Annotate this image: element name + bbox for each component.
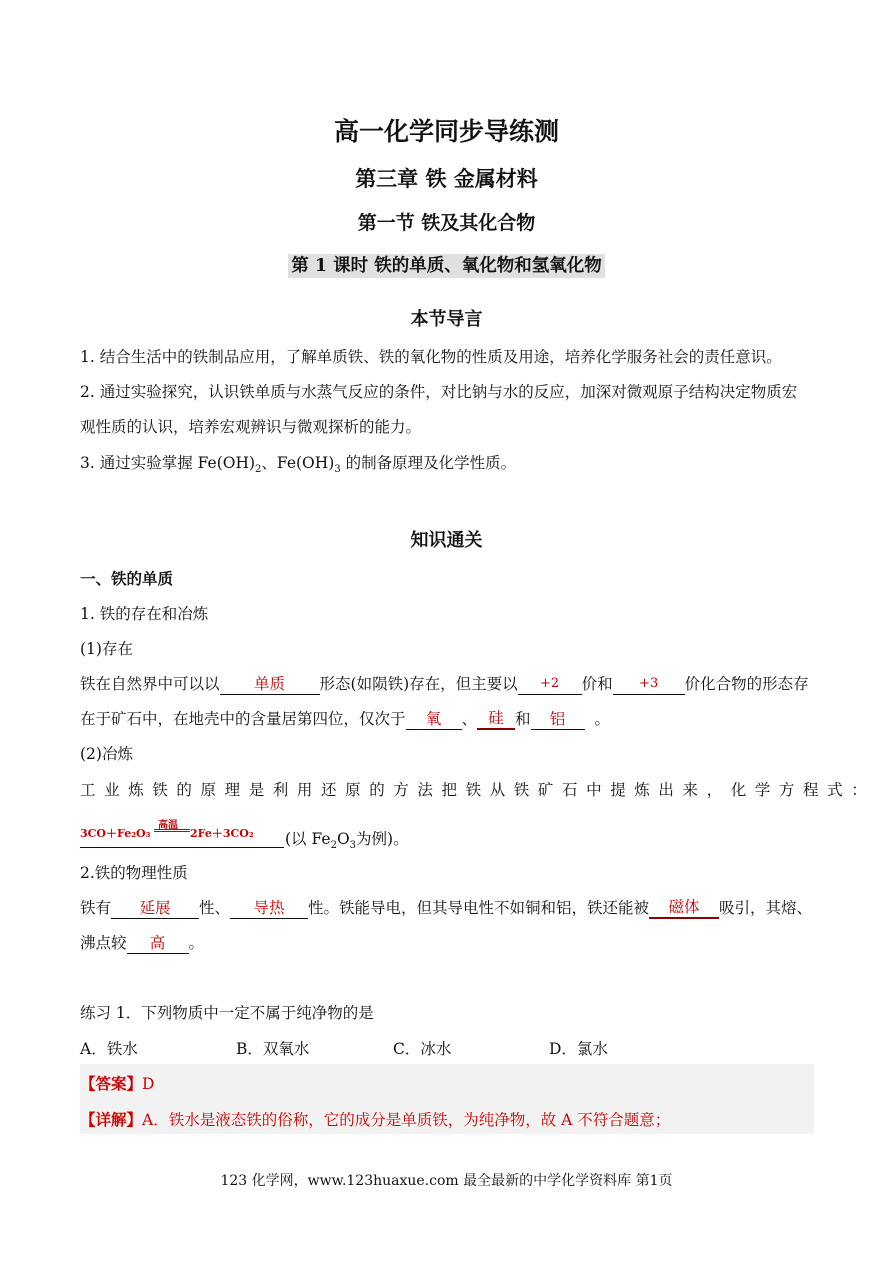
intro-item-3-mid: 、Fe(OH) — [261, 454, 335, 472]
existence-line-1 — [80, 673, 809, 695]
text: 为例)。 — [356, 830, 409, 848]
fill-blank-magnet: 磁体 — [649, 897, 719, 919]
text: 价和 — [581, 675, 613, 693]
text: 和 — [515, 710, 531, 728]
intro-item-3-post: 的制备原理及化学性质。 — [340, 454, 517, 472]
option-b: B．双氧水 — [236, 1040, 310, 1058]
exercise-question: 练习 1．下列物质中一定不属于纯净物的是 — [80, 1004, 374, 1022]
answer-value: D — [142, 1075, 155, 1093]
fill-blank-aluminum: 铝 — [531, 709, 585, 730]
fill-blank-form: 单质 — [220, 674, 320, 695]
fill-blank-plus2: +2 — [518, 674, 582, 695]
document-title: 高一化学同步导练测 — [333, 117, 559, 146]
text: 铁在自然界中可以以 — [80, 675, 220, 693]
subscript: 3 — [349, 840, 357, 852]
intro-item-3 — [80, 452, 516, 481]
detail-label: 【详解】 — [80, 1110, 143, 1129]
fill-blank-plus3: +3 — [613, 674, 685, 695]
intro-item-3-pre: 3. 通过实验掌握 Fe(OH) — [80, 454, 256, 472]
answer-label: 【答案】 — [80, 1074, 143, 1093]
equation-reactants: 3CO＋Fe₂O₃ — [80, 827, 151, 840]
subscript: 2 — [330, 840, 337, 852]
text: 形态(如陨铁)存在，但主要以 — [319, 675, 518, 693]
equation-products: 2Fe＋3CO₂ — [190, 827, 254, 840]
equation-arrow-line — [154, 829, 190, 830]
text: 性。铁能导电，但其导电性不如铜和铝，铁还能被 — [308, 899, 650, 917]
option-a: A．铁水 — [80, 1040, 138, 1058]
detail-text: A．铁水是液态铁的俗称，它的成分是单质铁，为纯净物，故 A 不符合题意； — [142, 1111, 671, 1129]
equation-condition: 高温 — [158, 820, 178, 831]
smelting-label: (2)冶炼 — [80, 745, 133, 763]
text: 铁有 — [80, 899, 112, 917]
chemical-equation — [80, 816, 284, 850]
text: 。 — [188, 934, 205, 952]
intro-item-1: 1. 结合生活中的铁制品应用，了解单质铁、铁的氧化物的性质及用途，培养化学服务社会的责任意识。 — [80, 348, 782, 366]
equation-underline — [80, 847, 284, 848]
intro-item-2: 2. 通过实验探究，认识铁单质与水蒸气反应的条件，对比钠与水的反应，加深对微观原子结构决定物质宏 — [80, 383, 798, 401]
text: (以 Fe — [285, 830, 331, 848]
detail-line — [80, 1108, 670, 1130]
subscript: 3 — [334, 464, 341, 476]
chapter-title: 第三章 铁 金属材料 — [355, 166, 538, 191]
text: 性、 — [199, 899, 231, 917]
text: 、 — [461, 710, 478, 728]
text: 。 — [594, 710, 611, 728]
existence-line-2 — [80, 708, 610, 730]
equation-note — [285, 828, 409, 857]
lesson-title — [0, 252, 893, 277]
fill-blank-ductility: 延展 — [111, 898, 199, 919]
text: O — [336, 830, 350, 848]
text: 在于矿石中，在地壳中的含量居第四位，仅次于 — [80, 710, 406, 728]
intro-heading: 本节导言 — [410, 309, 483, 330]
part1-heading: 一、铁的单质 — [80, 570, 174, 588]
physical-line-2 — [80, 932, 204, 954]
existence-label: (1)存在 — [80, 640, 133, 658]
option-d: D．氯水 — [549, 1040, 608, 1058]
fill-blank-thermal: 导热 — [230, 898, 308, 919]
equation-arrow-line — [154, 831, 190, 832]
smelting-text: 工业炼铁的原理是利用还原的方法把铁从铁矿石中提炼出来，化学方程式： — [80, 781, 876, 799]
text: 沸点较 — [80, 934, 127, 952]
answer-line — [80, 1072, 154, 1094]
option-c: C．冰水 — [393, 1040, 452, 1058]
fill-blank-high: 高 — [127, 933, 189, 954]
fill-blank-silicon: 硅 — [477, 708, 515, 730]
fill-blank-oxygen: 氧 — [406, 709, 462, 730]
page-footer: 123 化学网，www.123huaxue.com 最全最新的中学化学资料库 第1页 — [220, 1173, 673, 1189]
physical-line-1 — [80, 897, 812, 919]
subscript: 2 — [255, 464, 262, 476]
section-title: 第一节 铁及其化合物 — [357, 212, 536, 234]
lesson-title-text: 第 1 课时 铁的单质、氧化物和氢氧化物 — [288, 254, 604, 278]
knowledge-heading: 知识通关 — [410, 530, 483, 551]
subheading-existence-smelting: 1. 铁的存在和冶炼 — [80, 605, 209, 623]
subheading-physical-properties: 2.铁的物理性质 — [80, 864, 188, 882]
intro-item-2-cont: 观性质的认识，培养宏观辨识与微观探析的能力。 — [80, 418, 422, 436]
text: 吸引，其熔、 — [719, 899, 813, 917]
text: 价化合物的形态存 — [684, 675, 809, 693]
